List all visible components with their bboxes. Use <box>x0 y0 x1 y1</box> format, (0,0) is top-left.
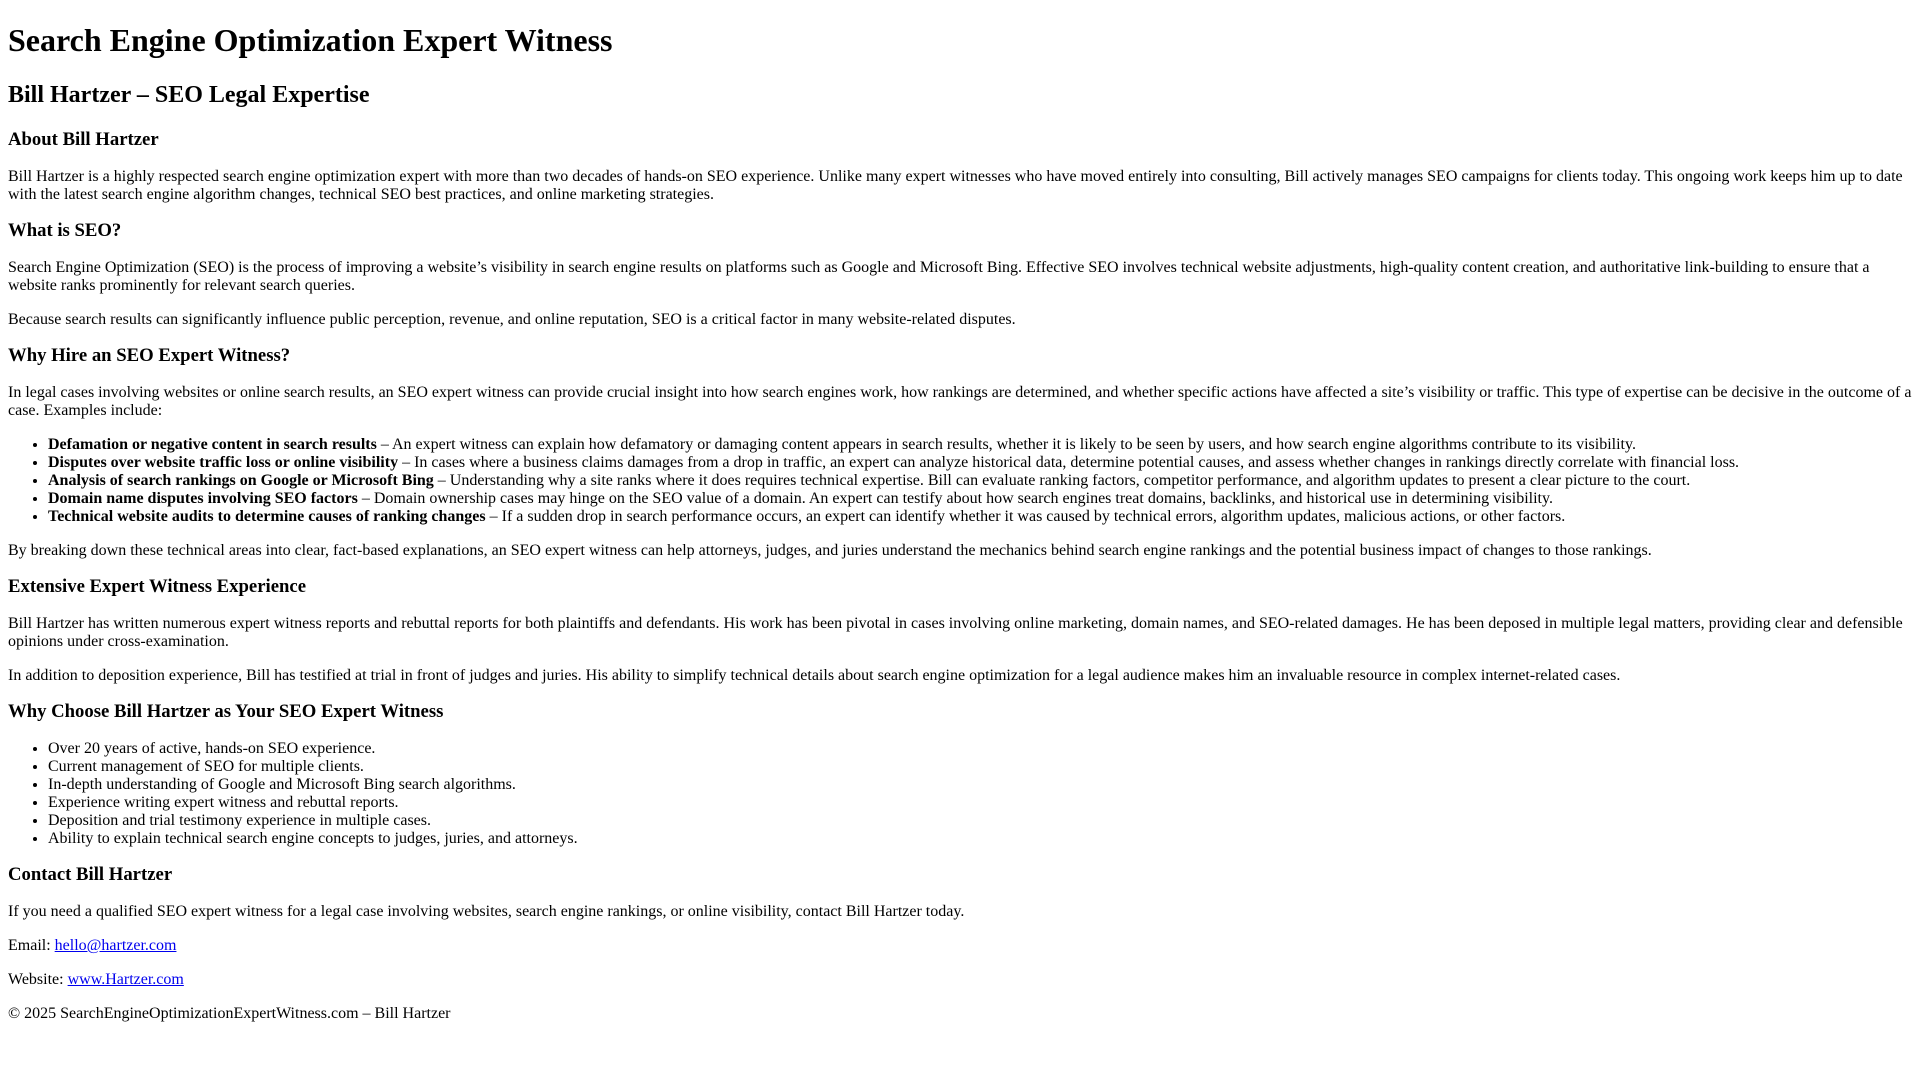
list-item-title: Disputes over website traffic loss or online visibility <box>48 454 399 471</box>
why-hire-list <box>8 436 1912 526</box>
list-item-title: Domain name disputes involving SEO factors <box>48 490 358 507</box>
contact-heading: Contact Bill Hartzer <box>8 864 173 885</box>
website-label: Website: <box>8 971 68 988</box>
what-is-seo-heading: What is SEO? <box>8 220 122 241</box>
list-item-text: – Understanding why a site ranks where it does requires technical expertise. Bill can evaluate ranking factors, competitor performance, and algorithm updates to present a clear picture to the court. <box>433 472 1691 489</box>
list-item-text: – Domain ownership cases may hinge on the SEO value of a domain. An expert can testify about how search engines treat domains, backlinks, and historical use in determining visibility. <box>357 490 1553 507</box>
contact-website <box>8 971 1912 989</box>
page <box>0 20 1920 1023</box>
what-is-seo-paragraph-2: Because search results can significantly influence public perception, revenue, and online reputation, SEO is a critical factor in many website-related disputes. <box>8 311 1016 328</box>
contact-paragraph: If you need a qualified SEO expert witness for a legal case involving websites, search engine rankings, or online visibility, contact Bill Hartzer today. <box>8 903 965 920</box>
page-subtitle: Bill Hartzer – SEO Legal Expertise <box>8 82 370 108</box>
list-item-text: – If a sudden drop in search performance occurs, an expert can identify whether it was caused by technical errors, algorithm updates, malicious actions, or other factors. <box>485 508 1566 525</box>
footer-copyright: © 2025 SearchEngineOptimizationExpertWitness.com – Bill Hartzer <box>8 1005 451 1022</box>
list-item-text: – An expert witness can explain how defamatory or damaging content appears in search results, whether it is likely to be seen by users, and how search engine algorithms contribute to its visibility. <box>376 436 1636 453</box>
why-hire-outro: By breaking down these technical areas into clear, fact-based explanations, an SEO expert witness can help attorneys, judges, and juries understand the mechanics behind search engine rankings and the potential business impact of changes to those rankings. <box>8 542 1652 559</box>
contact-email <box>8 937 1912 955</box>
experience-heading: Extensive Expert Witness Experience <box>8 576 307 597</box>
why-choose-list <box>8 740 1912 848</box>
list-item: • In-depth understanding of Google and Microsoft Bing search algorithms. <box>48 776 1912 794</box>
page-title: Search Engine Optimization Expert Witness <box>8 22 613 58</box>
list-item-title: Defamation or negative content in search results <box>48 436 377 453</box>
why-hire-intro: In legal cases involving websites or online search results, an SEO expert witness can provide crucial insight into how search engines work, how rankings are determined, and whether specific actions have affected a site’s visibility or traffic. This type of expertise can be decisive in the outcome of a case. Examples include: <box>8 384 1912 419</box>
list-item: • Over 20 years of active, hands-on SEO experience. <box>48 740 1912 758</box>
email-label: Email: <box>8 937 55 954</box>
list-item <box>48 436 1912 454</box>
list-item <box>48 454 1912 472</box>
experience-paragraph-2: In addition to deposition experience, Bill has testified at trial in front of judges and juries. His ability to simplify technical details about search engine optimization for a legal audience makes him an invaluable resource in complex internet-related cases. <box>8 667 1621 684</box>
list-item-title: Technical website audits to determine causes of ranking changes <box>48 508 486 525</box>
list-item: • Ability to explain technical search engine concepts to judges, juries, and attorneys. <box>48 830 1912 848</box>
about-heading: About Bill Hartzer <box>8 129 159 150</box>
list-item-title: Analysis of search rankings on Google or Microsoft Bing <box>48 472 434 489</box>
list-item: • Experience writing expert witness and rebuttal reports. <box>48 794 1912 812</box>
list-item-text: – In cases where a business claims damages from a drop in traffic, an expert can analyze historical data, determine potential causes, and assess whether changes in rankings directly correlate with financial loss. <box>398 454 1740 471</box>
website-link[interactable]: www.Hartzer.com <box>67 971 184 988</box>
about-paragraph: Bill Hartzer is a highly respected search engine optimization expert with more than two decades of hands-on SEO experience. Unlike many expert witnesses who have moved entirely into consulting, Bill actively manages SEO campaigns for clients today. This ongoing work keeps him up to date with the latest search engine algorithm changes, technical SEO best practices, and online marketing strategies. <box>8 168 1903 203</box>
list-item: • Deposition and trial testimony experience in multiple cases. <box>48 812 1912 830</box>
list-item <box>48 472 1912 490</box>
why-hire-heading: Why Hire an SEO Expert Witness? <box>8 345 291 366</box>
what-is-seo-paragraph-1: Search Engine Optimization (SEO) is the process of improving a website’s visibility in search engine results on platforms such as Google and Microsoft Bing. Effective SEO involves technical website adjustments, high-quality content creation, and authoritative link-building to ensure that a website ranks prominently for relevant search queries. <box>8 259 1870 294</box>
list-item <box>48 508 1912 526</box>
email-link[interactable]: hello@hartzer.com <box>54 937 177 954</box>
list-item <box>48 490 1912 508</box>
why-choose-heading: Why Choose Bill Hartzer as Your SEO Expert Witness <box>8 701 444 722</box>
list-item: • Current management of SEO for multiple clients. <box>48 758 1912 776</box>
experience-paragraph-1: Bill Hartzer has written numerous expert witness reports and rebuttal reports for both plaintiffs and defendants. His work has been pivotal in cases involving online marketing, domain names, and SEO-related damages. He has been deposed in multiple legal matters, providing clear and defensible opinions under cross-examination. <box>8 615 1903 650</box>
